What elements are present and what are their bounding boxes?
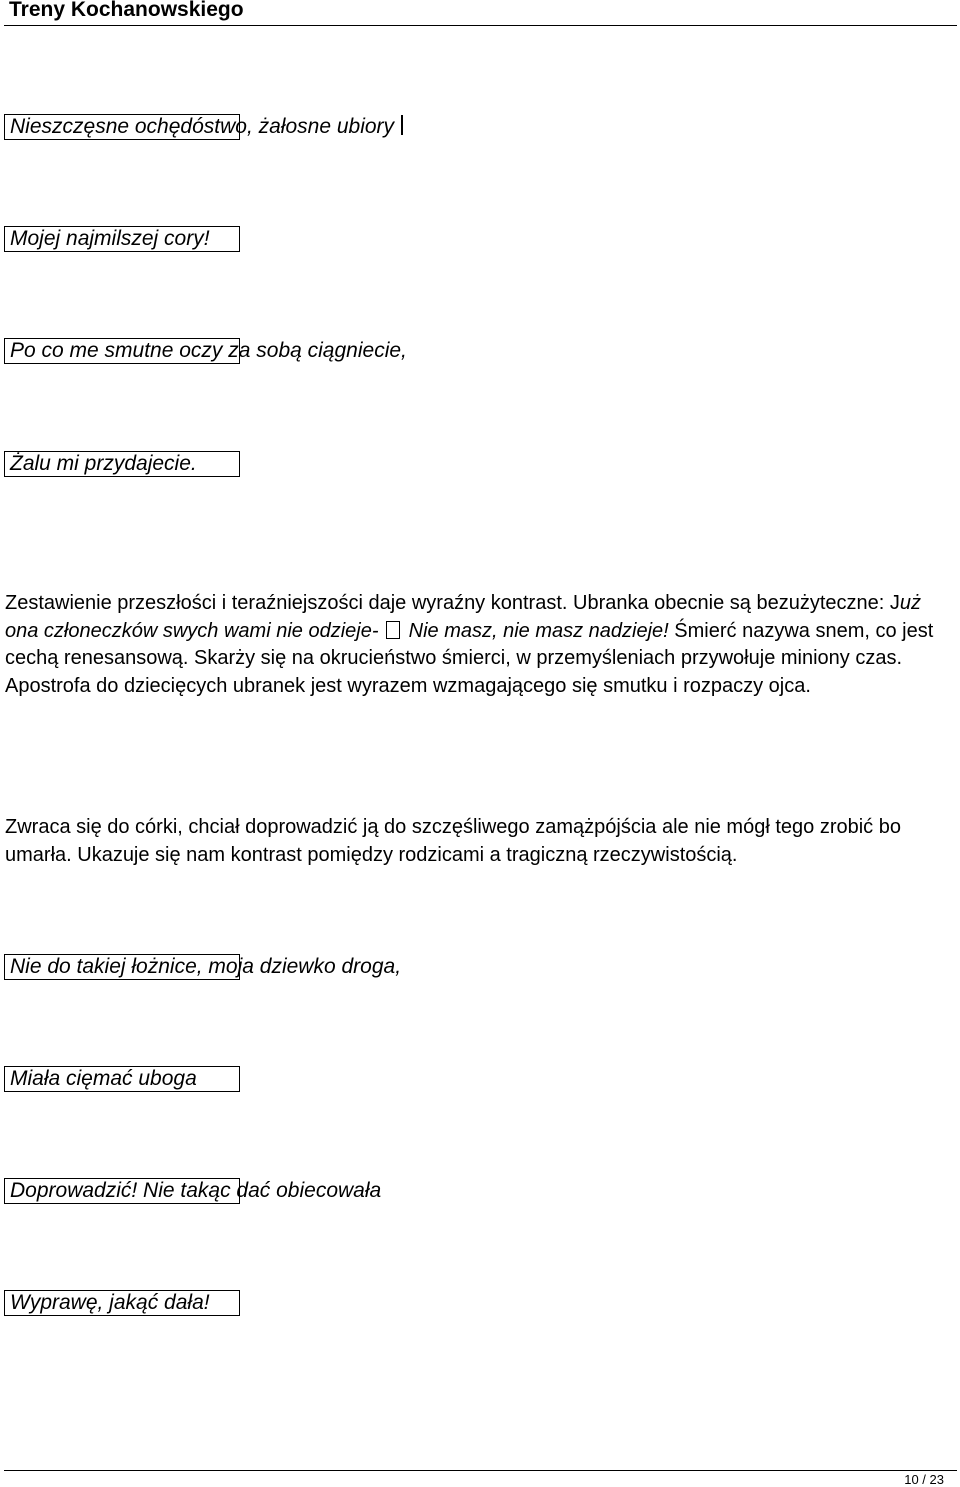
verse-line: Żalu mi przydajecie.	[10, 452, 197, 475]
separator-glyph	[386, 621, 400, 639]
text-cursor	[401, 115, 403, 135]
footer-divider	[4, 1470, 957, 1471]
commentary-paragraph: Zwraca się do córki, chciał doprowadzić ją do szczęśliwego zamążpójścia ale nie mógł tego zrobić bo umarła. Ukazuje się nam kontrast pomiędzy rodzicami a tragiczną rzeczywistością.	[5, 816, 901, 866]
commentary-paragraph: Zestawienie przeszłości i teraźniejszości daje wyraźny kontrast. Ubranka obecnie są bezużyteczne: Już ona członeczków swych wami nie odzieje- Nie masz, nie masz nadzieje! Śmierć nazywa snem, co jest cechą renesansową. Skarży się na okrucieństwo śmierci, w przemyśleniach przywołuje miniony czas. Apostrofa do dziecięcych ubranek jest wyrazem wzmagającego się smutku i rozpaczy ojca.	[5, 592, 934, 697]
verse-line: Miała cięmać uboga	[10, 1067, 197, 1090]
verse-line: Nie do takiej łożnice, moja dziewko droga,	[10, 955, 402, 978]
verse-line: Mojej najmilszej cory!	[10, 227, 210, 250]
header-divider	[4, 25, 957, 26]
verse-line: Nieszczęsne ochędóstwo, żałosne ubiory	[10, 114, 403, 140]
verse-line: Doprowadzić! Nie takąc dać obiecowała	[10, 1179, 382, 1202]
document-title: Treny Kochanowskiego	[9, 0, 244, 21]
verse-line: Wyprawę, jakąć dała!	[10, 1291, 210, 1314]
verse-line: Po co me smutne oczy za sobą ciągniecie,	[10, 339, 407, 362]
page-number: 10 / 23	[904, 1472, 944, 1487]
